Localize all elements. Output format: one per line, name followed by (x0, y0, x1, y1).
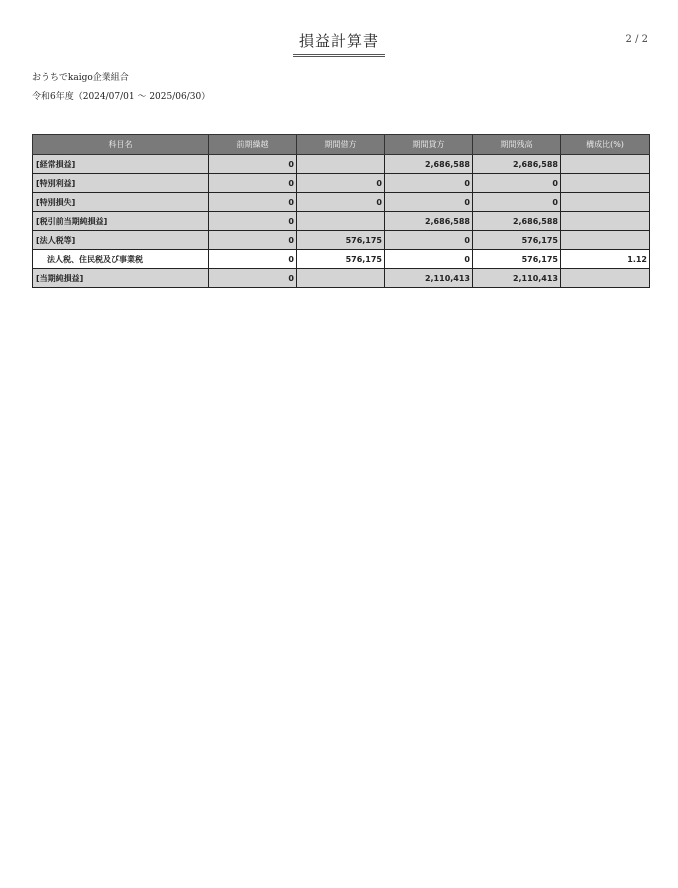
debit-cell: 576,175 (297, 250, 385, 269)
ratio-cell (561, 231, 650, 250)
table-row (33, 212, 650, 231)
account-cell: [当期純損益] (33, 269, 209, 288)
page-number: 2 / 2 (625, 34, 648, 45)
account-cell: 法人税、住民税及び事業税 (33, 250, 209, 269)
table-header-row (33, 135, 650, 155)
ratio-cell (561, 193, 650, 212)
balance-cell: 576,175 (473, 231, 561, 250)
fiscal-period: 令和6年度（2024/07/01 ～ 2025/06/30） (32, 92, 211, 102)
column-header-credit: 期間貸方 (385, 135, 473, 155)
balance-cell: 576,175 (473, 250, 561, 269)
debit-cell (297, 212, 385, 231)
column-header-debit: 期間借方 (297, 135, 385, 155)
column-header-account: 科目名 (33, 135, 209, 155)
carryover-cell: 0 (209, 269, 297, 288)
table-row (33, 231, 650, 250)
ratio-cell: 1.12 (561, 250, 650, 269)
debit-cell (297, 155, 385, 174)
document-title: 損益計算書 (293, 30, 385, 57)
carryover-cell: 0 (209, 231, 297, 250)
column-header-balance: 期間残高 (473, 135, 561, 155)
table-row (33, 269, 650, 288)
balance-cell: 2,110,413 (473, 269, 561, 288)
credit-cell: 2,110,413 (385, 269, 473, 288)
carryover-cell: 0 (209, 155, 297, 174)
credit-cell: 0 (385, 193, 473, 212)
income-statement-table (32, 134, 650, 288)
table-row (33, 193, 650, 212)
account-cell: [税引前当期純損益] (33, 212, 209, 231)
credit-cell: 2,686,588 (385, 212, 473, 231)
company-name: おうちでkaigo企業組合 (32, 73, 129, 83)
credit-cell: 0 (385, 174, 473, 193)
credit-cell: 0 (385, 231, 473, 250)
debit-cell: 576,175 (297, 231, 385, 250)
ratio-cell (561, 155, 650, 174)
document-title-wrap (0, 30, 678, 57)
credit-cell: 0 (385, 250, 473, 269)
account-cell: [経常損益] (33, 155, 209, 174)
debit-cell (297, 269, 385, 288)
column-header-carryover: 前期繰越 (209, 135, 297, 155)
carryover-cell: 0 (209, 174, 297, 193)
balance-cell: 2,686,588 (473, 155, 561, 174)
account-cell: [法人税等] (33, 231, 209, 250)
balance-cell: 0 (473, 193, 561, 212)
debit-cell: 0 (297, 174, 385, 193)
table-row (33, 250, 650, 269)
account-cell: [特別損失] (33, 193, 209, 212)
debit-cell: 0 (297, 193, 385, 212)
column-header-ratio: 構成比(%) (561, 135, 650, 155)
ratio-cell (561, 269, 650, 288)
carryover-cell: 0 (209, 212, 297, 231)
balance-cell: 2,686,588 (473, 212, 561, 231)
table-row (33, 174, 650, 193)
carryover-cell: 0 (209, 250, 297, 269)
balance-cell: 0 (473, 174, 561, 193)
ratio-cell (561, 174, 650, 193)
account-cell: [特別利益] (33, 174, 209, 193)
credit-cell: 2,686,588 (385, 155, 473, 174)
ratio-cell (561, 212, 650, 231)
table-row (33, 155, 650, 174)
carryover-cell: 0 (209, 193, 297, 212)
table-body (33, 155, 650, 288)
